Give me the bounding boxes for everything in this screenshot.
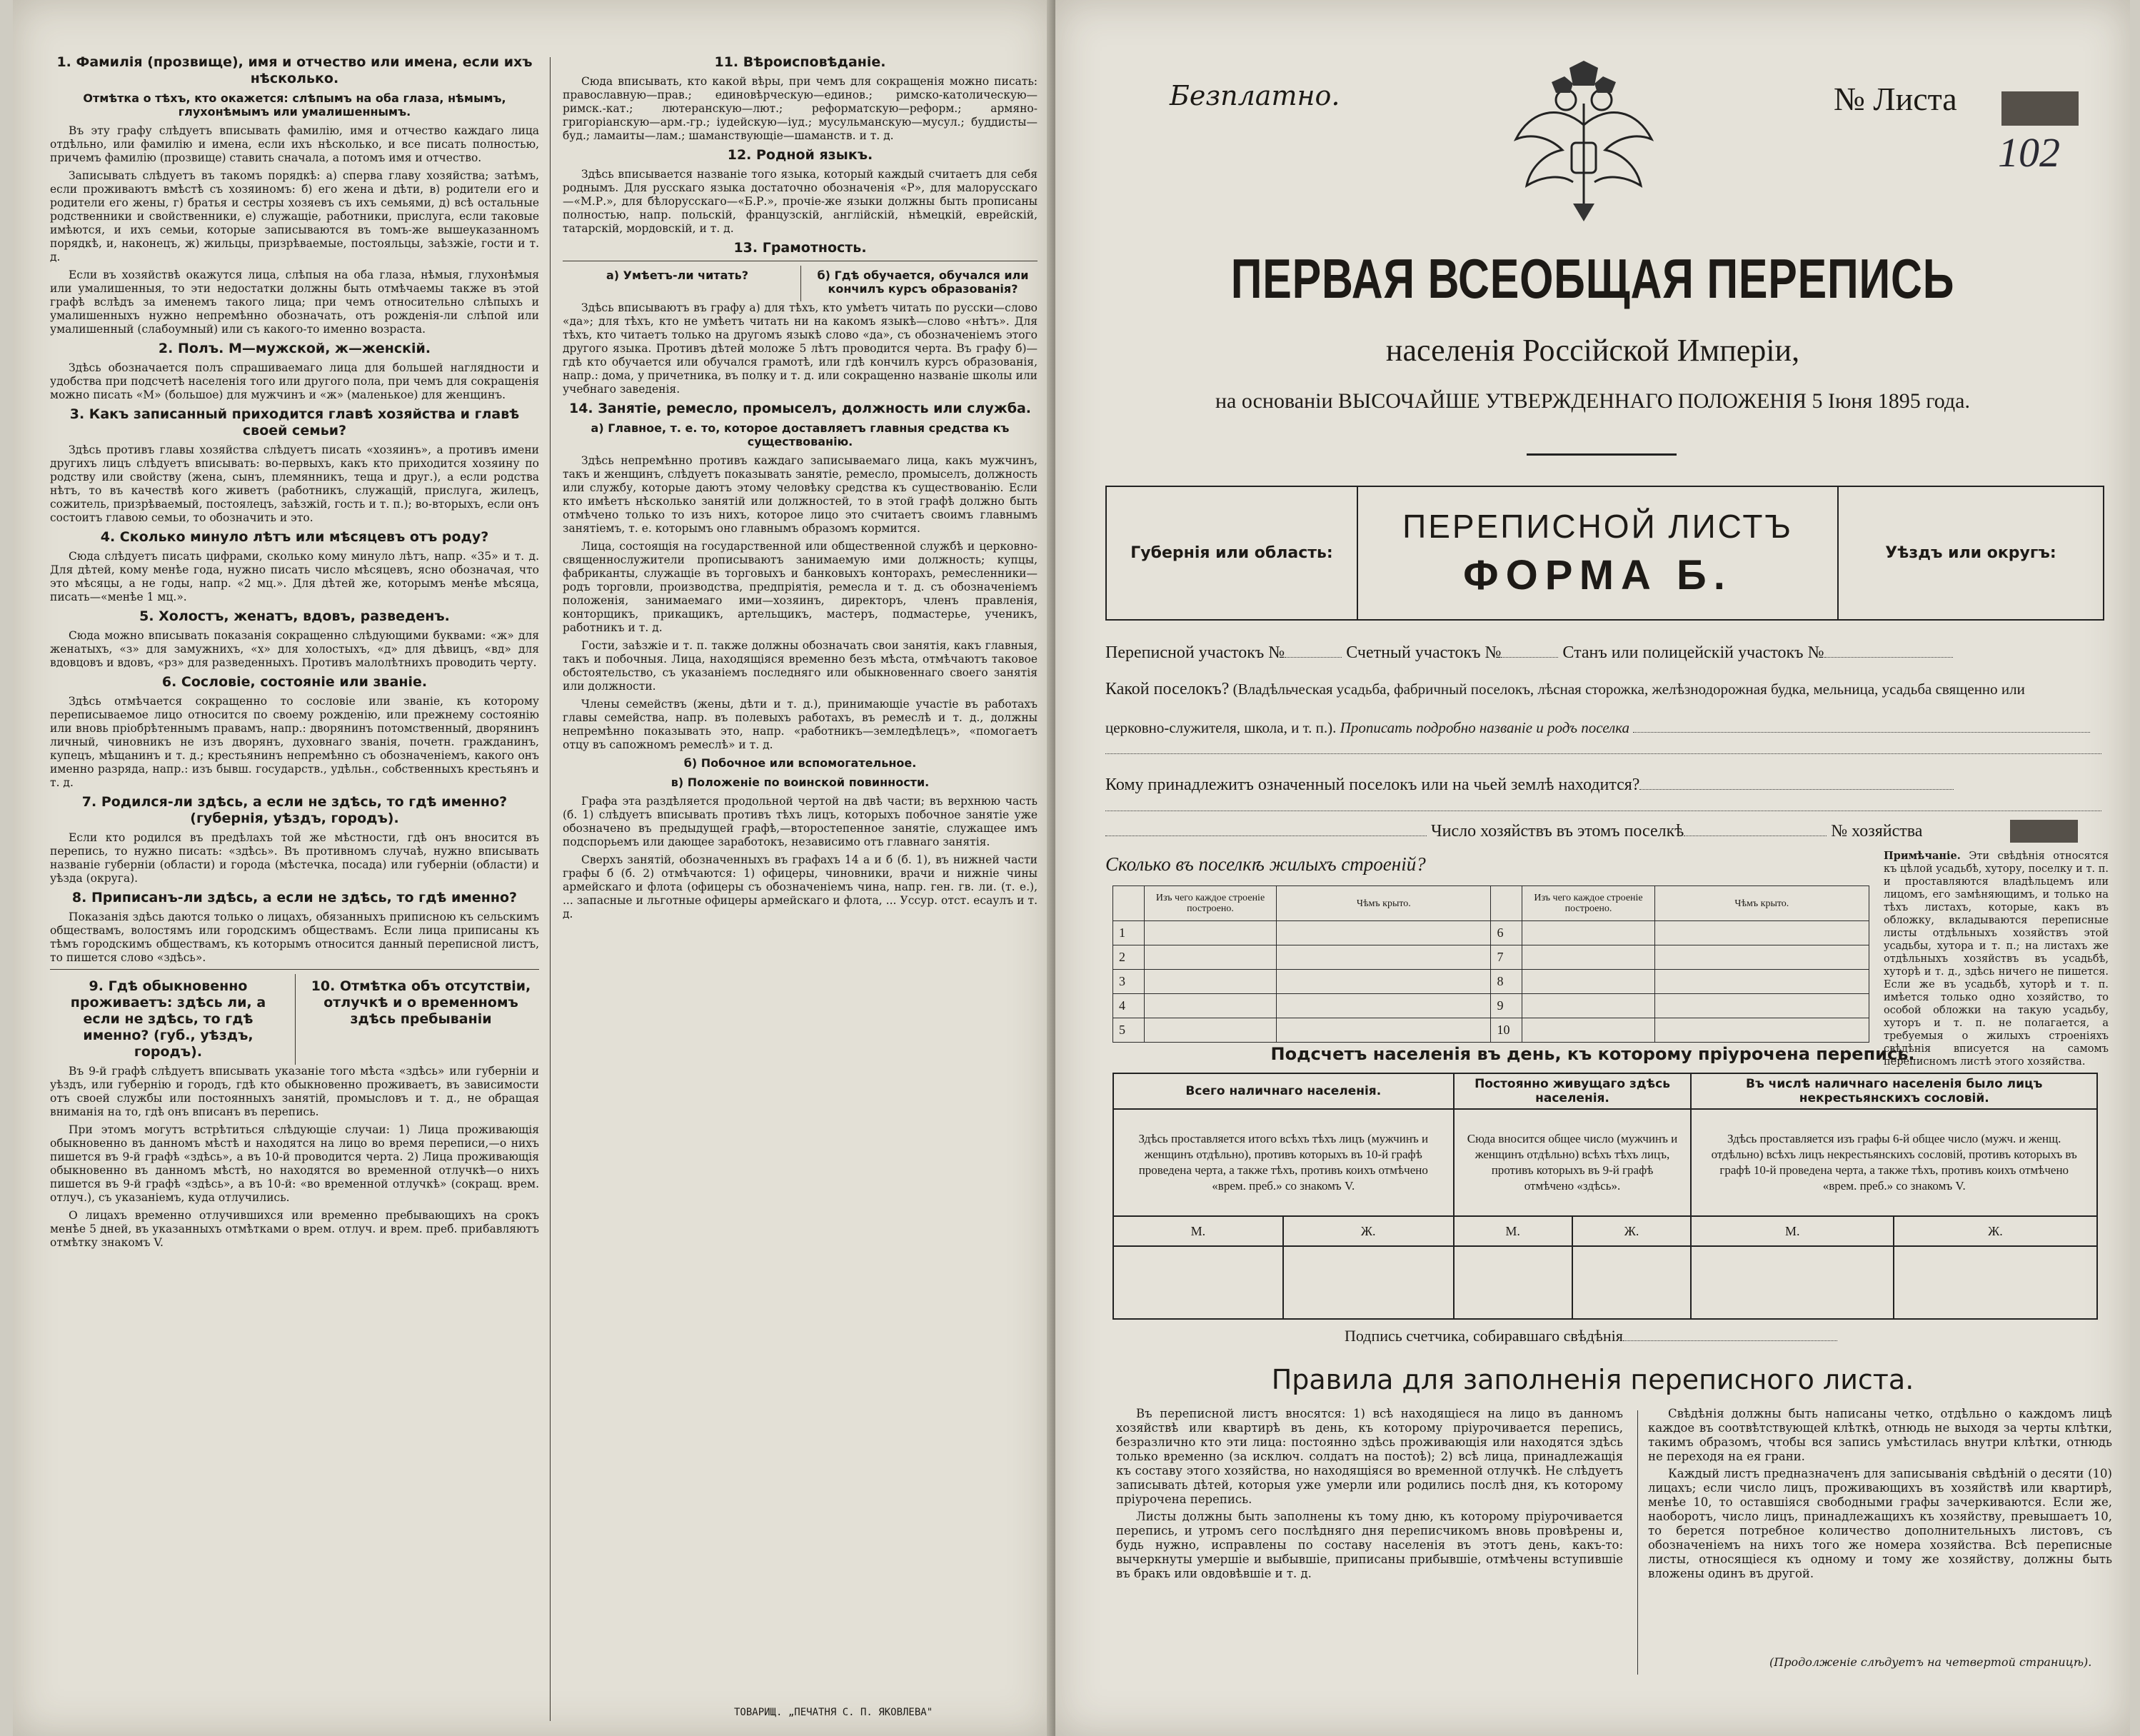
section-5-title: 5. Холостъ, женатъ, вдовъ, разведенъ. (139, 608, 450, 624)
section-14b-title: б) Побочное или вспомогательное. (683, 756, 917, 770)
section-14-text: Гости, заѣзжіе и т. п. также должны обозначать свои занятія, какъ главныя, такъ и побочныя. Лица, находящіяся временно безъ мѣста, отмѣчаютъ таковое обстоятельство, съ указаніемъ последняго или обыкновеннаго своего занятія или должности. (563, 639, 1038, 693)
section-3-text: Здѣсь противъ главы хозяйства слѣдуетъ писать «хозяинъ», а противъ имени другихъ лицъ слѣдуетъ вписывать: во-первыхъ, какъ кто приходится хозяину по родству или свойству (жена, сынъ, племянникъ, теща и друг.), а если родства нѣтъ, то въ качествѣ кого живетъ (работникъ, служащій, прислуга, жилецъ, сожитель, призрѣваемый, постоялецъ, заѣзжій, гость и т. п.); во-вторыхъ, если онъ состоитъ главою семьи, то обозначить и это. (50, 443, 539, 524)
section-12-title: 12. Родной языкъ. (727, 147, 873, 163)
row-number: 3 (1113, 970, 1145, 994)
section-13-title: 13. Грамотность. (733, 240, 867, 256)
section-6-title: 6. Сословіе, состояніе или званіе. (161, 674, 428, 690)
section-4-title: 4. Сколько минуло лѣтъ или мѣсяцевъ отъ роду? (100, 529, 489, 545)
section-1-title: 1. Фамилія (прозвище), имя и отчество или имена, если ихъ нѣсколько. (56, 54, 533, 86)
count-cell[interactable] (1283, 1246, 1454, 1319)
printer-imprint: ТОВАРИЩ. „ПЕЧАТНЯ С. П. ЯКОВЛЕВА" (734, 1707, 933, 1718)
census-district-label: Переписной участокъ № (1105, 643, 1285, 662)
form-legal-basis: на основаніи ВЫСОЧАЙШЕ УТВЕРЖДЕННАГО ПОЛОЖЕНІЯ 5 Іюня 1895 года. (1215, 389, 1970, 413)
section-14-text: Здѣсь непремѣнно противъ каждаго записываемаго лица, какъ мужчинъ, такъ и женщинъ, слѣдуетъ показывать занятіе, ремесло, промыселъ, должность или службу, которые даютъ этому человѣку средства къ существованію. Если кто имѣетъ нѣсколько занятій или должностей, то в этой графѣ должно быть отмѣчено только то изъ нихъ, которое лицо это считаетъ своимъ главнымъ занятіемъ, т. е. которымъ оно главнымъ образомъ кормится. (563, 454, 1038, 535)
section-12-text: Здѣсь вписывается названіе того языка, который каждый считаетъ для себя роднымъ. Для русскаго языка достаточно обозначенія «Р», для малорусскаго—«М.Р.», для бѣлорусскаго—«Б.Р.», прочіе-же языки должны быть прописаны полностью, напр. польскій, французскій, англійскій, нѣмецкій, еврейскій, татарскій, мордовскій, и т. д. (563, 168, 1038, 235)
section-10-title: 10. Отмѣтка объ отсутствіи, отлучкѣ и о временномъ здѣсь пребываніи (311, 978, 531, 1027)
buildings-question-line (1105, 853, 1426, 875)
population-count-title: Подсчетъ населенія въ день, къ которому пріурочена перепись. (1270, 1044, 1915, 1064)
section-13a-title: а) Умѣетъ-ли читать? (606, 269, 749, 282)
rules-divider (1637, 1410, 1638, 1675)
gubernia-field[interactable] (1107, 487, 1358, 619)
owner-line (1105, 775, 1954, 795)
row-number: 7 (1491, 945, 1522, 970)
rules-text: Каждый листъ предназначенъ для записыванія свѣдѣній о десяти (10) лицахъ; если число лицъ, проживающихъ въ хозяйствѣ или квартирѣ, менѣе 10, то оставшіяся свободными графы зачеркиваются. Если же, наоборотъ, число лицъ, принадлежащихъ къ хозяйству, превышаетъ 10, то берется потребное количество дополнительныхъ листовъ, съ обозначеніемъ на нихъ того же номера хозяйства. Всѣ переписные листы, относящіеся къ одному и тому же хозяйству, должны быть вложены одинъ въ другой. (1648, 1467, 2112, 1580)
counter-signature-line (1345, 1326, 1837, 1345)
sheet-number-label: № Листа (1834, 81, 1957, 117)
section-6-text: Здѣсь отмѣчается сокращенно то сословіе или званіе, къ которому переписываемое лицо относится по своему рожденію, или прежнему состоянію или вновь пріобрѣтеннымъ правамъ, напр.: дворянинъ потомственный, дворянинъ личный, чиновникъ не изъ дворянъ, духовнаго званія, почетн. гражданинъ, купецъ, мѣщанинъ и т. д.; крестьянинъ непремѣнно съ обозначеніемъ, какого онъ именно разряда, напр.: изъ бывш. государств., удѣльн., собственныхъ крестьянъ и т. д. (50, 695, 539, 789)
roof-cell[interactable] (1277, 921, 1491, 945)
header-boxes (1105, 486, 2104, 621)
female-header: Ж. (1283, 1216, 1454, 1246)
settlement-hint-2: церковно-служителя, школа, и т. п.). (1105, 719, 1337, 736)
total-present-description: Здѣсь проставляется итого всѣхъ тѣхъ лицъ (мужчинъ и женщинъ отдѣльно), противъ которыхъ въ 10-й графѣ проведена черта, а также тѣхъ, противъ коихъ отмѣчено «врем. преб.» со знакомъ V. (1113, 1109, 1454, 1216)
handwritten-sheet-number: 102 (1998, 129, 2060, 176)
section-3-title: 3. Какъ записанный приходится главѣ хозяйства и главѣ своей семьи? (69, 406, 520, 438)
section-9-text: О лицахъ временно отлучившихся или временно пребывающихъ на срокъ менѣе 5 дней, въ указанныхъ отмѣтками о врем. отлуч. и врем. преб. прибавляютъ отмѣтку знакомъ V. (50, 1209, 539, 1249)
male-header: М. (1113, 1216, 1283, 1246)
permanent-residents-description: Сюда вносится общее число (мужчинъ и женщинъ отдѣльно) всѣхъ тѣхъ лицъ, противъ которыхъ въ 9-й графѣ отмѣчено «здѣсь». (1454, 1109, 1692, 1216)
settlement-question: Какой поселокъ? (1105, 680, 1230, 698)
roof-cell[interactable] (1654, 945, 1869, 970)
table-row (1113, 994, 1869, 1018)
roof-cell[interactable] (1654, 1018, 1869, 1043)
row-number: 10 (1491, 1018, 1522, 1043)
section-1-text: Записывать слѣдуетъ въ такомъ порядкѣ: а) сперва главу хозяйства; затѣмъ, если проживаютъ вмѣстѣ съ хозяиномъ: б) его жена и дѣти, в) родители его и родители его жены, г) братья и сестры хозяевъ съ ихъ семьями, д) всѣ остальные родственники и свойственники, е) служащіе, работники, прислуга, если таковые имѣются, и ихъ семьи, которые записываются въ томъ-же вышеуказанномъ порядкѣ, и, наконецъ, ж) жильцы, призрѣваемые, постояльцы, заѣзжіе, гости и т. д. (50, 169, 539, 264)
material-cell[interactable] (1522, 970, 1654, 994)
count-cell[interactable] (1691, 1246, 1894, 1319)
section-14-text: Сверхъ занятій, обозначенныхъ въ графахъ 14 а и б (б. 1), въ нижней части графы б (б. 2) отмѣчаются: 1) офицеры, чиновники, врачи и нижніе чины армейскаго и флота (офицеры съ обозначеніемъ чина, напр. ген. гв. ли. (т. е.), ... запасные и льготные офицеры армейскаго и флота, ... Уссур. отст. есаулъ и т. д. (563, 853, 1038, 920)
total-present-header: Всего наличнаго населенія. (1113, 1073, 1454, 1109)
rules-column-2 (1648, 1407, 2112, 1584)
district-line (1105, 643, 1953, 663)
rules-title: Правила для заполненія переписного листа. (1271, 1364, 1914, 1395)
section-2-text: Здѣсь обозначается полъ спрашиваемаго лица для большей наглядности и удобства при подсчетѣ населенія того или другого пола, при чемъ для сокращенія можно писать «М» (большое) для мужчинъ и «ж» (маленькое) для женщинъ. (50, 361, 539, 401)
count-cell[interactable] (1572, 1246, 1692, 1319)
section-11-title: 11. Вѣроисповѣданіе. (714, 54, 886, 70)
section-14-title: 14. Занятіе, ремесло, промыселъ, должность или служба. (568, 401, 1032, 416)
table-row (1113, 921, 1869, 945)
material-cell[interactable] (1522, 921, 1654, 945)
census-district-input[interactable] (1285, 643, 1342, 658)
section-9-title: 9. Гдѣ обыкновенно проживаетъ: здѣсь ли, а если не здѣсь, то гдѣ именно? (губ., уѣздъ, городъ). (70, 978, 266, 1060)
female-header: Ж. (1572, 1216, 1692, 1246)
material-cell[interactable] (1144, 970, 1276, 994)
female-header: Ж. (1894, 1216, 2097, 1246)
buildings-question: Сколько въ поселкѣ жилыхъ строеній? (1105, 853, 1426, 875)
counter-signature-label: Подпись счетчика, собиравшаго свѣдѣнія (1345, 1327, 1623, 1345)
form-type-b: ФОРМА Б. (1463, 552, 1732, 598)
form-title: ПЕРВАЯ ВСЕОБЩАЯ ПЕРЕПИСЬ (1230, 247, 1955, 310)
buildings-table (1112, 885, 1869, 1043)
section-8-title: 8. Приписанъ-ли здѣсь, а если не здѣсь, то гдѣ именно? (71, 890, 518, 905)
police-district-label: Станъ или полицейскій участокъ № (1562, 643, 1824, 662)
sections-9-10 (50, 969, 539, 1065)
leader-dots (1105, 821, 1427, 836)
note-label: Примѣчаніе. (1884, 850, 1961, 862)
counting-district-input[interactable] (1501, 643, 1558, 658)
roof-cell[interactable] (1277, 945, 1491, 970)
section-5-text: Сюда можно вписывать показанія сокращенно слѣдующими буквами: «ж» для женатыхъ, «з» для замужнихъ, «х» для холостыхъ, «д» для дѣвицъ, «вд» для вдовцовъ и вдовъ, «рз» для разведенныхъ. Противъ малолѣтнихъ проводить черту. (50, 629, 539, 669)
roof-cell[interactable] (1654, 994, 1869, 1018)
row-number: 2 (1113, 945, 1145, 970)
population-count-table (1112, 1073, 2098, 1320)
non-peasant-header: Въ числѣ наличнаго населенія было лицъ некрестьянскихъ сословій. (1691, 1073, 2097, 1109)
roof-header: Чѣмъ крыто. (1277, 886, 1491, 921)
male-header: М. (1454, 1216, 1572, 1246)
table-row (1113, 945, 1869, 970)
free-label: Безплатно. (1170, 80, 1340, 111)
material-cell[interactable] (1522, 945, 1654, 970)
row-number: 1 (1113, 921, 1145, 945)
non-peasant-description: Здѣсь проставляется изъ графы 6-й общее число (мужч. и женщ. отдѣльно) всѣхъ лицъ некрестьянскихъ сословій, противъ которыхъ въ графѣ 10-й проведена черта, а также тѣхъ, противъ коихъ отмѣчено «врем. преб.» со знакомъ V. (1691, 1109, 2097, 1216)
settlement-hint: (Владѣльческая усадьба, фабричный поселокъ, лѣсная сторожка, желѣзнодорожная будка, мельница, усадьба священно или (1232, 681, 2025, 698)
signature-input[interactable] (1623, 1326, 1837, 1341)
owner-input[interactable] (1639, 775, 1954, 790)
section-14a-title: а) Главное, т. е. то, которое доставляетъ главныя средства къ существованію. (591, 421, 1010, 448)
count-cell[interactable] (1894, 1246, 2097, 1319)
settlement-hint-3: Прописать подробно названіе и родъ поселка (1340, 719, 1630, 736)
uezd-label: Уѣздъ или округъ: (1885, 544, 2056, 562)
roof-header: Чѣмъ крыто. (1654, 886, 1869, 921)
households-line (1105, 821, 1922, 841)
roof-cell[interactable] (1654, 970, 1869, 994)
uezd-field[interactable] (1839, 487, 2103, 619)
count-cell[interactable] (1454, 1246, 1572, 1319)
settlement-input[interactable] (1633, 718, 2090, 733)
instructions-column-1 (50, 50, 539, 1254)
section-7-text: Если кто родился въ предѣлахъ той же мѣстности, гдѣ онъ вносится въ перепись, то нужно писать: «здѣсь». Въ противномъ случаѣ, нужно вписывать названіе губерніи (области) и города (мѣстечка, посада) или губерніи (области) и уѣзда (округа). (50, 831, 539, 885)
section-7-title: 7. Родился-ли здѣсь, а если не здѣсь, то гдѣ именно? (губернія, уѣздъ, городъ). (81, 794, 508, 826)
material-cell[interactable] (1522, 1018, 1654, 1043)
owner-question: Кому принадлежитъ означенный поселокъ или на чьей землѣ находится? (1105, 776, 1640, 794)
roof-cell[interactable] (1654, 921, 1869, 945)
section-13-split (563, 261, 1038, 301)
households-label: Число хозяйствъ въ этомъ поселкѣ (1431, 822, 1684, 841)
column-divider (550, 57, 551, 1721)
section-14-text: Лица, состоящія на государственной или общественной службѣ и церковно-священнослужители прописываютъ занимаемую ими должность; купцы, фабриканты, служащіе въ торговыхъ и банковыхъ конторахъ, ремесленники—родъ торговли, производства, предпріятія, ремесла и т. д. съ обозначеніемъ положенія, занимаемаго ими—хозяинъ, директоръ, членъ правленія, конторщикъ, прикащикъ, артельщикъ, мастеръ, подмастерье, ученикъ, работникъ и т. д. (563, 540, 1038, 634)
section-1-text: Если въ хозяйствѣ окажутся лица, слѣпыя на оба глаза, нѣмыя, глухонѣмыя или умалишенныя, то эти недостатки должны быть отмѣчаемы также въ этой графѣ вслѣдъ за именемъ такого лица; при чемъ относительно слѣпыхъ и умалишенныхъ нужно непремѣнно обозначать, отъ рожденія-ли слѣпой или умалишенный (слабоумный) или съ какого-то именно возраста. (50, 269, 539, 336)
form-type-title: ПЕРЕПИСНОЙ ЛИСТЪ (1402, 508, 1793, 545)
double-headed-eagle-icon (1502, 61, 1666, 225)
row-number: 5 (1113, 1018, 1145, 1043)
section-8-text: Показанія здѣсь даются только о лицахъ, обязанныхъ приписною къ сельскимъ обществамъ, волостямъ или городскимъ обществамъ. Если лица приписаны къ тѣмъ городскимъ обществамъ, къ которымъ относится данный переписной листъ, то пишется слово «здѣсь». (50, 910, 539, 964)
redacted-stamp (2001, 91, 2079, 126)
material-header: Изъ чего каждое строеніе построено. (1144, 886, 1276, 921)
material-cell[interactable] (1144, 994, 1276, 1018)
section-14-text: Члены семействъ (жены, дѣти и т. д.), принимающіе участіе въ работахъ главы семейства, напр. въ полевыхъ работахъ, въ ремеслѣ и т. д., должны непремѣнно показывать это, напр. «работникъ—земледѣлецъ», «помогаетъ отцу въ сапожномъ ремеслѣ» и т. д. (563, 698, 1038, 751)
section-14v-title: в) Положеніе по воинской повинности. (670, 776, 930, 789)
rules-column-1 (1116, 1407, 1623, 1584)
count-cell[interactable] (1113, 1246, 1283, 1319)
material-cell[interactable] (1144, 945, 1276, 970)
material-cell[interactable] (1144, 921, 1276, 945)
police-district-input[interactable] (1824, 643, 1953, 658)
divider (1527, 453, 1677, 456)
row-number: 9 (1491, 994, 1522, 1018)
census-form-page (1055, 0, 2130, 1736)
row-number: 8 (1491, 970, 1522, 994)
gubernia-label: Губернія или область: (1130, 544, 1333, 562)
row-number: 6 (1491, 921, 1522, 945)
instructions-page (13, 0, 1052, 1736)
counting-district-label: Счетный участокъ № (1346, 643, 1502, 662)
form-subtitle: населенія Россійской Имперіи, (1385, 333, 1800, 368)
section-1-text: Въ эту графу слѣдуетъ вписывать фамилію, имя и отчество каждаго лица отдѣльно, или фамилію и имена, если ихъ нѣсколько, и все писать полностью, причемъ фамилію (прозвище) ставить сначала, а потомъ имя и отчество. (50, 124, 539, 164)
male-header: М. (1691, 1216, 1894, 1246)
table-row (1113, 1018, 1869, 1043)
note-text: Эти свѣдѣнія относятся къ цѣлой усадьбѣ, хутору, поселку и т. п. и проставляются владѣльцемъ или лицомъ, его замѣняющимъ, и только на тѣхъ листахъ, которые, какъ въ обложку, вкладываются переписные листы отдѣльныхъ хозяйствъ этой усадьбы, хутора и т. п.; на листахъ же отдѣльныхъ хозяйствъ въ усадьбѣ, хуторѣ и т. д., здѣсь ничего не пишется. Если же въ усадьбѣ, хуторѣ и т. п. имѣется только одно хозяйство, то особой обложки на такую усадьбу, хуторъ и т. п. не полагается, а требуемыя о жилыхъ строеніяхъ свѣдѣнія вписуется на самомъ переписномъ листѣ этого хозяйства. (1884, 851, 2109, 1068)
redacted-household-number (2010, 820, 2078, 843)
section-9-text: Въ 9-й графѣ слѣдуетъ вписывать указаніе того мѣста «здѣсь» или губерніи и уѣздъ, или губернію и городъ, гдѣ кто обыкновенно проживаетъ, въ зависимости отъ своей службы или постоянныхъ занятій, промысловъ и т. д., не обращая вниманія на то, гдѣ онъ вписанъ въ перепись. (50, 1065, 539, 1118)
section-11-text: Сюда вписывать, кто какой вѣры, при чемъ для сокращенія можно писать: православную—прав.; единовѣрческую—единов.; римско-католическую—римск.-кат.; лютеранскую—лют.; реформатскую—реформ.; армяно-григоріанскую—арм.-гр.; іудейскую—іуд.; мусульманскую—мусул.; буддисты—буд.; ламаиты—лам.; шаманствующіе—шаманств. и т. д. (563, 75, 1038, 142)
section-2-title: 2. Полъ. М—мужской, ж—женскій. (158, 341, 431, 356)
rules-text: Въ переписной листъ вносятся: 1) всѣ находящіеся на лицо въ данномъ хозяйствѣ или квартирѣ въ день, къ которому пріурочивается перепись, безразлично кто эти лица: постоянно здѣсь проживающія или находятся здѣсь только временно (за исключ. солдатъ на постоѣ); 2) всѣ лица, принадлежащія къ составу этого хозяйства, но находящіяся во временной отлучкѣ. Не слѣдуетъ записывать дѣтей, которыя уже умерли или родились послѣ дня, къ которому пріурочена перепись. (1116, 1407, 1623, 1506)
rules-text: Свѣдѣнія должны быть написаны четко, отдѣльно о каждомъ лицѣ каждое въ соотвѣтствующей клѣткѣ, отнюдь не выходя за черты клѣтки, такимъ образомъ, чтобы вся запись умѣстилась внутри клѣтки, отнюдь не переходя на ея грани. (1648, 1407, 2112, 1463)
rules-text: Листы должны быть заполнены къ тому дню, къ которому пріурочивается перепись, и утромъ сего послѣдняго дня переписчикомъ вновь провѣрены и, будь нужно, исправлены по составу населенія въ этотъ день, какъ-то: вычеркнуты умершіе и выбывшіе, приписаны прибывшіе, отмѣчены вступившіе въ бракъ или овдовѣвшіе и т. д. (1116, 1510, 1623, 1580)
permanent-residents-header: Постоянно живущаго здѣсь населенія. (1454, 1073, 1692, 1109)
instructions-column-2 (563, 50, 1038, 925)
buildings-note (1884, 850, 2109, 1068)
section-14-text: Графа эта раздѣляется продольной чертой на двѣ части; въ верхнюю часть (б. 1) слѣдуетъ вписывать противъ тѣхъ лицъ, которыхъ побочное занятіе уже обозначено въ предыдущей графѣ,—второстепенное занятіе, служащее имъ подспорьемъ или дающее заработокъ, независимо отъ главнаго занятія. (563, 795, 1038, 848)
roof-cell[interactable] (1277, 970, 1491, 994)
settlement-input-line[interactable] (1105, 753, 2101, 754)
material-header: Изъ чего каждое строеніе построено. (1522, 886, 1654, 921)
section-4-text: Сюда слѣдуетъ писать цифрами, сколько кому минуло лѣтъ, напр. «35» и т. д. Для дѣтей, кому менѣе года, нужно писать число мѣсяцевъ, ясно обозначая, что это мѣсяцы, а не годы, напр. «2 мц.». Для дѣтей же, которымъ менѣе мѣсяца, писать—«менѣе 1 мц.». (50, 550, 539, 603)
table-row (1113, 970, 1869, 994)
continuation-note: (Продолженіе слѣдуетъ на четвертой страницѣ). (1769, 1655, 2092, 1669)
household-number-label: № хозяйства (1831, 822, 1923, 841)
settlement-line (1105, 680, 2025, 699)
material-cell[interactable] (1522, 994, 1654, 1018)
section-1-subtitle: Отмѣтка о тѣхъ, кто окажется: слѣпымъ на оба глаза, нѣмымъ, глухонѣмымъ или умалишеннымъ. (83, 91, 506, 119)
row-number: 4 (1113, 994, 1145, 1018)
section-13b-title: б) Гдѣ обучается, обучался или кончилъ курсъ образованія? (817, 269, 1029, 296)
roof-cell[interactable] (1277, 994, 1491, 1018)
form-type-box (1358, 487, 1839, 619)
roof-cell[interactable] (1277, 1018, 1491, 1043)
section-9-text: При этомъ могутъ встрѣтиться слѣдующіе случаи: 1) Лица проживающія обыкновенно въ данномъ мѣстѣ и находятся на лицо во время переписи,—о нихъ пишется въ 9-й графѣ «здѣсь», а въ 10-й проводится черта. 2) Лица проживающія обыкновенно въ данномъ мѣстѣ, но находятся во временной отлучкѣ—о нихъ пишется въ 9-й графѣ «здѣсь», а въ 10-й: «во временной отлучкѣ» (сокращ. врем. отлуч.), съ указаніемъ, куда отлучились. (50, 1123, 539, 1204)
households-input[interactable] (1684, 821, 1827, 836)
settlement-line-2 (1105, 718, 2090, 737)
section-13-text: Здѣсь вписываютъ въ графу а) для тѣхъ, кто умѣетъ читать по русски—слово «да»; для тѣхъ, кто не умѣетъ читать ни на какомъ языкѣ—слово «нѣтъ». Для тѣхъ, кто читаетъ только на другомъ языкѣ слово «да», съ обозначеніемъ этого другого языка. Противъ дѣтей моложе 5 лѣтъ проводится черта. Въ графу б)—гдѣ кто обучается или обучался грамотѣ, или гдѣ кончилъ курсъ образованія, напр.: дома, у причетника, въ полку и т. д. или сокращенно названіе школы или учебнаго заведенія. (563, 301, 1038, 396)
material-cell[interactable] (1144, 1018, 1276, 1043)
